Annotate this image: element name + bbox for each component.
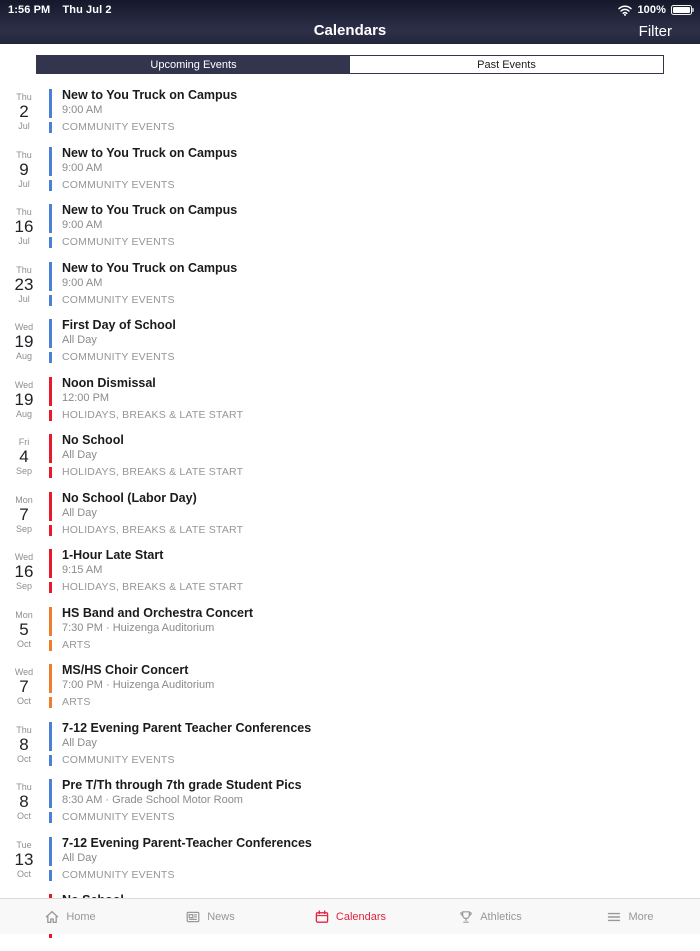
event-row[interactable]	[0, 376, 700, 434]
event-color-bar	[49, 261, 52, 319]
event-date	[8, 663, 40, 721]
event-dow: Mon	[15, 609, 33, 620]
event-color-bar	[49, 376, 52, 434]
event-color-bar-main	[49, 89, 52, 118]
event-title: No School (Labor Day)	[62, 490, 197, 505]
event-color-bar-category	[49, 467, 52, 478]
event-category: COMMUNITY EVENTS	[62, 121, 175, 133]
event-subtitle: 9:15 AM	[62, 564, 103, 576]
event-subtitle: 9:00 AM	[62, 219, 103, 231]
event-category: HOLIDAYS, BREAKS & LATE START	[62, 466, 244, 478]
event-title: 7-12 Evening Parent-Teacher Conferences	[62, 835, 312, 850]
event-color-bar	[49, 146, 52, 204]
event-day: 4	[19, 447, 29, 466]
event-dow: Thu	[16, 264, 32, 275]
event-color-bar	[49, 606, 52, 664]
event-subtitle: 9:00 AM	[62, 276, 103, 289]
event-dow: Thu	[16, 207, 32, 217]
event-content	[62, 606, 253, 664]
event-title: Noon Dismissal	[62, 375, 156, 390]
event-title: 1-Hour Late Start	[62, 548, 164, 562]
event-content	[62, 548, 243, 606]
event-date	[8, 376, 40, 434]
event-color-bar	[49, 721, 52, 779]
tab-past-events[interactable]: Past Events	[350, 56, 663, 73]
event-dow: Wed	[14, 322, 34, 332]
event-list	[0, 85, 700, 898]
event-title: First Day of School	[62, 318, 176, 332]
tab-calendars-label: Calendars	[335, 910, 387, 923]
event-subtitle: 9:00 AM	[62, 161, 103, 174]
event-content	[62, 203, 237, 261]
event-dow: Thu	[16, 782, 32, 792]
event-color-bar-main	[49, 549, 52, 578]
event-category: HOLIDAYS, BREAKS & LATE START	[62, 408, 244, 421]
event-month: Jul	[18, 121, 30, 131]
event-subtitle: All Day	[62, 449, 97, 461]
tab-bar	[0, 898, 700, 934]
event-month: Jul	[18, 178, 30, 189]
event-day: 23	[14, 274, 34, 294]
event-category: COMMUNITY EVENTS	[62, 868, 175, 881]
event-color-bar	[49, 778, 52, 836]
event-category: COMMUNITY EVENTS	[62, 753, 175, 766]
event-day: 2	[19, 102, 29, 121]
event-row[interactable]	[0, 203, 700, 261]
news-icon	[185, 909, 201, 925]
event-category: COMMUNITY EVENTS	[62, 351, 175, 363]
event-row[interactable]	[0, 146, 700, 204]
status-bar	[0, 0, 700, 20]
status-date: Thu Jul 2	[62, 4, 112, 16]
segmented-control	[36, 55, 664, 74]
event-subtitle: 8:30 AM · Grade School Motor Room	[62, 794, 243, 806]
event-day: 5	[19, 619, 29, 639]
tab-calendars[interactable]	[280, 899, 420, 934]
event-month: Aug	[15, 351, 32, 361]
event-dow: Mon	[15, 494, 33, 505]
event-content	[62, 663, 214, 721]
event-color-bar	[49, 203, 52, 261]
event-title: New to You Truck on Campus	[62, 88, 238, 102]
event-content	[62, 146, 237, 204]
event-color-bar-category	[49, 237, 52, 248]
event-date	[8, 261, 40, 319]
event-dow: Thu	[16, 92, 32, 102]
event-month: Sep	[15, 523, 32, 534]
event-category: COMMUNITY EVENTS	[62, 811, 175, 823]
event-month: Oct	[16, 868, 31, 879]
event-color-bar-main	[49, 262, 52, 291]
event-row[interactable]	[0, 318, 700, 376]
event-date	[8, 606, 40, 664]
event-month: Oct	[16, 696, 31, 706]
page-title: Calendars	[313, 22, 387, 39]
event-category: HOLIDAYS, BREAKS & LATE START	[62, 523, 244, 536]
event-title: MS/HS Choir Concert	[62, 663, 189, 677]
event-category: COMMUNITY EVENTS	[62, 293, 175, 306]
event-title: New to You Truck on Campus	[62, 260, 238, 275]
athletics-icon	[458, 909, 474, 925]
event-day: 9	[19, 159, 29, 179]
tab-home[interactable]	[0, 899, 140, 934]
event-day: 16	[14, 562, 34, 581]
wifi-icon	[618, 5, 632, 16]
tab-more-label: More	[628, 910, 654, 923]
tab-athletics-label: Athletics	[480, 910, 522, 923]
event-subtitle: 9:00 AM	[62, 104, 103, 116]
event-dow: Wed	[14, 552, 34, 562]
event-dow: Thu	[16, 149, 32, 160]
event-row[interactable]	[0, 433, 700, 491]
event-color-bar-main	[49, 779, 52, 808]
event-month: Jul	[18, 236, 30, 246]
event-category: HOLIDAYS, BREAKS & LATE START	[62, 581, 244, 593]
event-color-bar-category	[49, 640, 52, 651]
header	[0, 0, 700, 44]
event-content	[62, 491, 243, 549]
event-content	[62, 778, 302, 836]
event-month: Jul	[18, 293, 30, 304]
event-row[interactable]	[0, 721, 700, 779]
event-color-bar-category	[49, 410, 52, 421]
battery-percent: 100%	[637, 4, 666, 16]
event-color-bar	[49, 88, 52, 146]
event-day: 7	[19, 504, 29, 524]
event-dow: Wed	[14, 667, 34, 677]
event-content	[62, 318, 176, 376]
event-row[interactable]	[0, 491, 700, 549]
event-color-bar	[49, 836, 52, 894]
event-day: 7	[19, 677, 29, 696]
event-row[interactable]	[0, 548, 700, 606]
event-subtitle: All Day	[62, 506, 97, 519]
more-icon	[606, 909, 622, 925]
event-title: No School	[62, 433, 124, 447]
event-day: 8	[19, 792, 29, 811]
event-color-bar-main	[49, 837, 52, 866]
event-subtitle: All Day	[62, 851, 97, 864]
status-time: 1:56 PM	[8, 4, 51, 16]
event-content	[62, 721, 311, 779]
event-color-bar-main	[49, 434, 52, 463]
event-date	[8, 778, 40, 836]
event-color-bar	[49, 491, 52, 549]
event-row[interactable]	[0, 663, 700, 721]
event-dow: Thu	[16, 724, 32, 735]
event-color-bar-category	[49, 525, 52, 536]
tab-athletics[interactable]	[420, 899, 560, 934]
event-month: Oct	[16, 811, 31, 821]
event-date	[8, 146, 40, 204]
event-color-bar-main	[49, 492, 52, 521]
event-content	[62, 376, 243, 434]
event-content	[62, 836, 312, 894]
event-color-bar-main	[49, 319, 52, 348]
event-color-bar-category	[49, 122, 52, 133]
event-content	[62, 433, 243, 491]
event-row[interactable]	[0, 778, 700, 836]
event-date	[8, 88, 40, 146]
event-title: HS Band and Orchestra Concert	[62, 605, 254, 620]
event-day: 16	[14, 217, 34, 236]
event-color-bar-category	[49, 295, 52, 306]
battery-icon	[671, 5, 692, 15]
event-day: 13	[14, 849, 34, 869]
event-category: ARTS	[62, 696, 91, 708]
event-title: New to You Truck on Campus	[62, 145, 238, 160]
event-month: Aug	[15, 408, 32, 419]
event-row[interactable]	[0, 88, 700, 146]
event-color-bar-category	[49, 352, 52, 363]
tab-upcoming-events[interactable]: Upcoming Events	[37, 56, 350, 73]
event-dow: Fri	[18, 437, 30, 447]
tab-home-label: Home	[66, 910, 96, 923]
filter-button[interactable]: Filter	[638, 23, 672, 40]
event-color-bar-category	[49, 812, 52, 823]
event-color-bar-main	[49, 204, 52, 233]
event-color-bar-main	[49, 664, 52, 693]
event-date	[8, 433, 40, 491]
event-row[interactable]	[0, 836, 700, 894]
event-dow: Wed	[14, 379, 34, 390]
event-month: Oct	[16, 753, 31, 764]
tab-news[interactable]	[140, 899, 280, 934]
event-color-bar-main	[49, 607, 52, 636]
event-color-bar-main	[49, 722, 52, 751]
event-subtitle: All Day	[62, 334, 97, 346]
event-color-bar-category	[49, 755, 52, 766]
status-right	[618, 4, 692, 16]
event-content	[62, 88, 237, 146]
event-color-bar	[49, 318, 52, 376]
event-month: Sep	[15, 466, 32, 476]
tab-news-label: News	[207, 910, 235, 923]
calendars-icon	[314, 909, 330, 925]
event-color-bar	[49, 663, 52, 721]
event-dow: Tue	[16, 839, 32, 850]
event-date	[8, 836, 40, 894]
event-date	[8, 318, 40, 376]
event-color-bar	[49, 548, 52, 606]
nav-bar	[0, 20, 700, 44]
event-date	[8, 548, 40, 606]
event-subtitle: 7:00 PM · Huizenga Auditorium	[62, 679, 215, 691]
event-color-bar-category	[49, 180, 52, 191]
event-day: 19	[14, 332, 34, 351]
event-subtitle: All Day	[62, 736, 97, 749]
event-day: 8	[19, 734, 29, 754]
event-date	[8, 203, 40, 261]
event-color-bar-category	[49, 697, 52, 708]
event-month: Oct	[16, 638, 31, 649]
event-title: Pre T/Th through 7th grade Student Pics	[62, 778, 302, 792]
event-color-bar	[49, 433, 52, 491]
event-content	[62, 261, 237, 319]
event-category: COMMUNITY EVENTS	[62, 178, 175, 191]
event-color-bar-main	[49, 377, 52, 406]
event-title: New to You Truck on Campus	[62, 203, 238, 217]
event-month: Sep	[15, 581, 32, 591]
status-left	[8, 4, 121, 16]
event-date	[8, 491, 40, 549]
tab-more[interactable]	[560, 899, 700, 934]
event-category: ARTS	[62, 638, 91, 651]
event-subtitle: 12:00 PM	[62, 391, 110, 404]
event-category: COMMUNITY EVENTS	[62, 236, 175, 248]
event-day: 19	[14, 389, 34, 409]
event-color-bar-main	[49, 147, 52, 176]
event-row[interactable]	[0, 606, 700, 664]
event-row[interactable]	[0, 261, 700, 319]
home-icon	[44, 909, 60, 925]
event-title: 7-12 Evening Parent Teacher Conferences	[62, 720, 312, 735]
event-subtitle: 7:30 PM · Huizenga Auditorium	[62, 621, 215, 634]
event-color-bar-category	[49, 870, 52, 881]
event-color-bar-category	[49, 582, 52, 593]
event-date	[8, 721, 40, 779]
